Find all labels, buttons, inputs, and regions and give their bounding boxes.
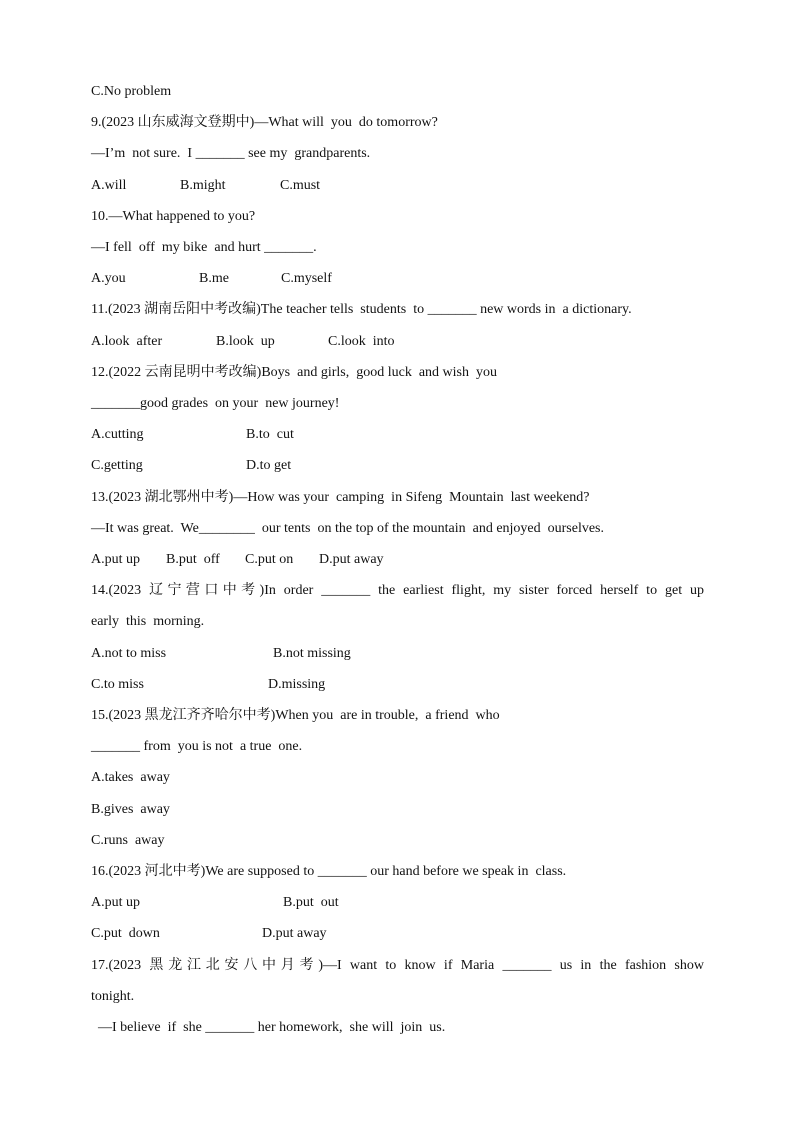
- option-b: B.look up: [216, 334, 275, 349]
- question-15-stem-cont: _______ from you is not a true one.: [91, 739, 303, 754]
- question-17-stem-cont: tonight.: [91, 989, 135, 1004]
- option-c: C.to miss: [91, 677, 144, 692]
- question-10-stem: 10.—What happened to you?: [91, 209, 256, 224]
- question-10-dialogue: —I fell off my bike and hurt _______.: [91, 240, 317, 255]
- question-12-stem-cont: _______good grades on your new journey!: [91, 396, 340, 411]
- option-c: C.look into: [328, 334, 395, 349]
- question-11-stem: 11.(2023 湖南岳阳中考改编)The teacher tells students to _______ new words in a dictionary.: [91, 302, 632, 317]
- option-c: C.myself: [281, 271, 332, 286]
- question-15-option-c: C.runs away: [91, 833, 165, 848]
- question-15-option-b: B.gives away: [91, 802, 170, 817]
- option-a: A.you: [91, 271, 126, 286]
- question-17-stem: 17.(2023 黑龙江北安八中月考)—I want to know if Maria _______ us in the fashion show: [91, 958, 704, 973]
- question-16-stem: 16.(2023 河北中考)We are supposed to _______ our hand before we speak in class.: [91, 864, 567, 879]
- option-d: D.put away: [319, 552, 384, 567]
- option-b: B.might: [180, 178, 226, 193]
- option-a: A.not to miss: [91, 646, 167, 661]
- question-14-stem: 14.(2023 辽宁营口中考)In order _______ the earliest flight, my sister forced herself to get up: [91, 583, 704, 598]
- option-a: A.cutting: [91, 427, 144, 442]
- option-c: C.put on: [245, 552, 294, 567]
- question-9-dialogue: —I’m not sure. I _______ see my grandparents.: [91, 146, 371, 161]
- option-d: D.to get: [246, 458, 292, 473]
- option-c: C.put down: [91, 926, 160, 941]
- question-17-dialogue: —I believe if she _______ her homework, she will join us.: [98, 1020, 446, 1035]
- option-b: B.put off: [166, 552, 220, 567]
- question-9-stem: 9.(2023 山东威海文登期中)—What will you do tomorrow?: [91, 115, 438, 130]
- question-15-option-a: A.takes away: [91, 770, 170, 785]
- option-c: C.getting: [91, 458, 143, 473]
- option-a: A.put up: [91, 895, 140, 910]
- option-b: B.to cut: [246, 427, 294, 442]
- option-d: D.missing: [268, 677, 326, 692]
- option-b: B.me: [199, 271, 229, 286]
- question-15-stem: 15.(2023 黑龙江齐齐哈尔中考)When you are in trouble, a friend who: [91, 708, 500, 723]
- option-a: A.put up: [91, 552, 140, 567]
- question-14-stem-cont: early this morning.: [91, 614, 205, 629]
- question-13-stem: 13.(2023 湖北鄂州中考)—How was your camping in Sifeng Mountain last weekend?: [91, 490, 590, 505]
- option-a: A.look after: [91, 334, 163, 349]
- option-a: A.will: [91, 178, 127, 193]
- option-c: C.must: [280, 178, 321, 193]
- question-12-stem: 12.(2022 云南昆明中考改编)Boys and girls, good luck and wish you: [91, 365, 497, 380]
- option-b: B.not missing: [273, 646, 351, 661]
- question-13-dialogue: —It was great. We________ our tents on the top of the mountain and enjoyed ourselves.: [91, 521, 605, 536]
- option-line-8c: C.No problem: [91, 84, 172, 99]
- option-d: D.put away: [262, 926, 327, 941]
- option-b: B.put out: [283, 895, 339, 910]
